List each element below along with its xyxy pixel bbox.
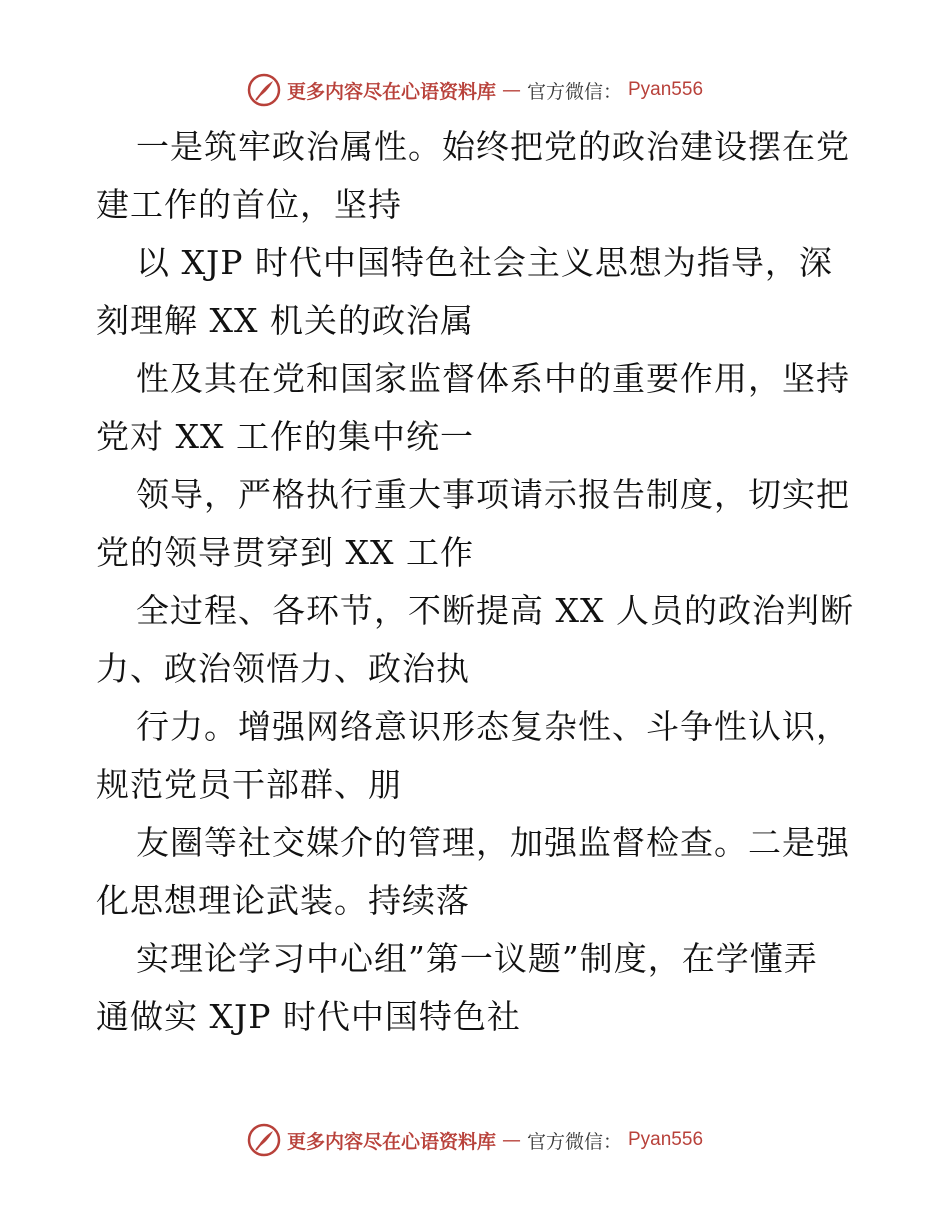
body-line: 友圈等社交媒介的管理，加强监督检查。二是强 <box>136 823 850 862</box>
body-line: 全过程、各环节，不断提高 XX 人员的政治判断 <box>136 591 854 630</box>
body-line: 性及其在党和国家监督体系中的重要作用，坚持 <box>136 359 850 398</box>
quill-logo-icon <box>247 73 281 107</box>
footer-separator: — <box>501 1129 521 1151</box>
body-line: 规范党员干部群、朋 <box>96 765 402 804</box>
quill-logo-icon <box>247 1123 281 1157</box>
body-line: 行力。增强网络意识形态复杂性、斗争性认识， <box>136 707 850 746</box>
footer-watermark <box>0 1120 950 1160</box>
body-line: 力、政治领悟力、政治执 <box>96 649 470 688</box>
footer-site-text: 更多内容尽在心语资料库 <box>286 1130 496 1153</box>
body-line: 一是筑牢政治属性。始终把党的政治建设摆在党 <box>136 127 850 166</box>
body-line: 化思想理论武装。持续落 <box>96 881 470 920</box>
body-line: 建工作的首位，坚持 <box>96 185 402 224</box>
body-line: 领导，严格执行重大事项请示报告制度，切实把 <box>136 475 850 514</box>
footer-wechat-id: Pyan556 <box>628 1129 704 1150</box>
header-watermark <box>0 70 950 110</box>
body-line: 党对 XX 工作的集中统一 <box>96 417 474 456</box>
header-separator: — <box>501 79 521 101</box>
header-wechat-label: 官方微信： <box>526 80 622 103</box>
body-line: 实理论学习中心组”第一议题”制度，在学懂弄 <box>136 939 818 978</box>
header-site-text: 更多内容尽在心语资料库 <box>286 80 496 103</box>
body-line: 刻理解 XX 机关的政治属 <box>96 301 474 340</box>
document-body <box>96 118 876 1046</box>
header-wechat-id: Pyan556 <box>628 79 704 100</box>
body-line: 以 XJP 时代中国特色社会主义思想为指导，深 <box>136 243 833 282</box>
body-line: 通做实 XJP 时代中国特色社 <box>96 997 521 1036</box>
footer-wechat-label: 官方微信： <box>526 1130 622 1153</box>
body-line: 党的领导贯穿到 XX 工作 <box>96 533 474 572</box>
